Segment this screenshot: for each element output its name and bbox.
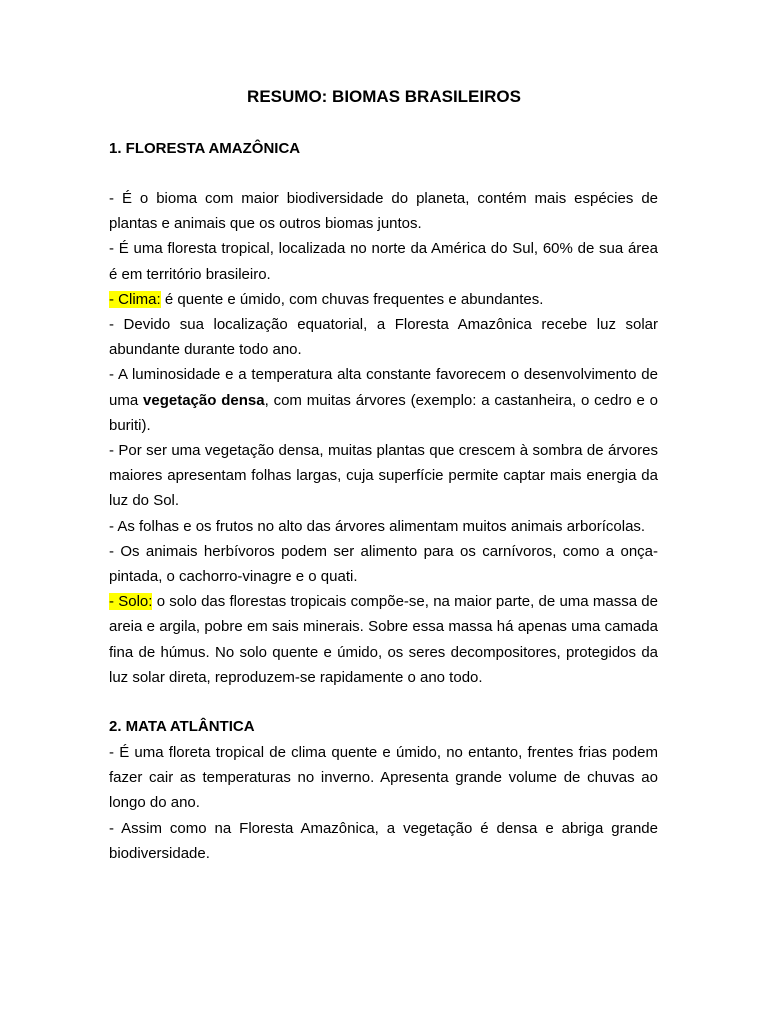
paragraph: - É uma floreta tropical de clima quente e úmido, no entanto, frentes frias podem fazer cair as temperaturas no inverno. Apresenta grande volume de chuvas ao longo do ano. [109,744,658,812]
paragraph [109,287,658,312]
paragraph: - Por ser uma vegetação densa, muitas plantas que crescem à sombra de árvores maiores apresentam folhas largas, cuja superfície permite captar mais energia da luz do Sol. [109,442,658,510]
paragraph: - Devido sua localização equatorial, a Floresta Amazônica recebe luz solar abundante durante todo ano. [109,316,658,359]
paragraph-text: - A luminosidade e a temperatura alta constante favorecem o desenvolvimento de uma [109,366,658,409]
paragraph-text: o solo das florestas tropicais compõe-se, na maior parte, de uma massa de areia e argila, pobre em sais minerais. Sobre essa massa há apenas uma camada fina de húmus. No solo quente e úmido, os seres decompositores, protegidos da luz solar direta, reproduzem-se rapidamente o ano todo. [109,593,658,686]
paragraph [109,589,658,690]
section-heading-floresta-amazonica: 1. FLORESTA AMAZÔNICA [109,140,301,157]
paragraph: - As folhas e os frutos no alto das árvores alimentam muitos animais arborícolas. [109,517,646,535]
highlighted-label-solo: - Solo: [109,593,153,611]
section-body-floresta-amazonica [109,186,658,690]
paragraph [109,362,658,438]
section-body-mata-atlantica [109,740,658,866]
paragraph-text: é quente e úmido, com chuvas frequentes e abundantes. [160,290,544,308]
paragraph-text: , com muitas árvores (exemplo: a castanheira, o cedro e o buriti). [109,391,658,434]
paragraph: - É o bioma com maior biodiversidade do planeta, contém mais espécies de plantas e animais que os outros biomas juntos. [109,190,658,233]
paragraph: - Os animais herbívoros podem ser alimento para os carnívoros, como a onça-pintada, o cachorro-vinagre e o quati. [109,542,658,586]
bold-term: vegetação densa [143,391,265,409]
section-heading-mata-atlantica: 2. MATA ATLÂNTICA [109,718,255,735]
highlighted-label-clima: - Clima: [109,290,161,308]
paragraph: - Assim como na Floresta Amazônica, a vegetação é densa e abriga grande biodiversidade. [109,819,658,862]
document-title: RESUMO: BIOMAS BRASILEIROS [247,87,521,106]
paragraph: - É uma floresta tropical, localizada no norte da América do Sul, 60% de sua área é em território brasileiro. [109,240,658,283]
